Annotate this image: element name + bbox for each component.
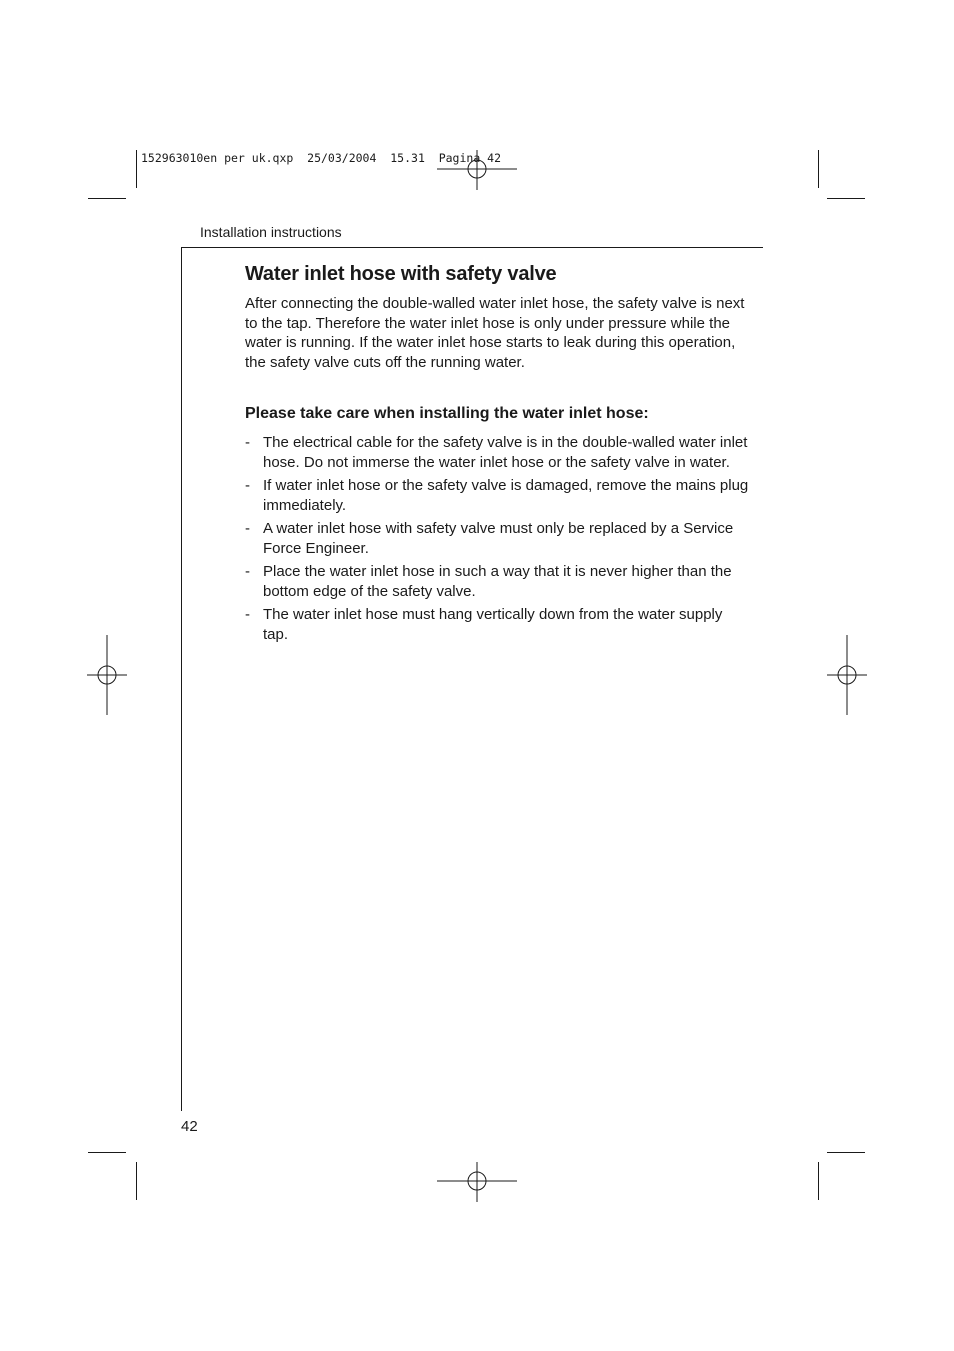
list-item bbox=[245, 476, 750, 515]
list-item-text: Place the water inlet hose in such a way that it is never higher than the bottom edge of the safety valve. bbox=[263, 563, 732, 600]
bullet-dash: - bbox=[245, 563, 250, 580]
list-item-text: The electrical cable for the safety valve is in the double-walled water inlet hose. Do not immerse the water inlet hose or the safety valve in water. bbox=[263, 434, 748, 471]
list-item bbox=[245, 605, 750, 644]
page-margin-rule bbox=[181, 247, 182, 1111]
intro-paragraph: After connecting the double-walled water inlet hose, the safety valve is next to the tap. Therefore the water inlet hose is only under pressure while the water is running. If the water inlet hose starts to leak during this operation, the safety valve cuts off the running water. bbox=[245, 295, 745, 371]
page-title: Water inlet hose with safety valve bbox=[245, 263, 557, 285]
crop-mark-top-left-vertical bbox=[136, 150, 137, 188]
registration-mark-right-icon bbox=[827, 635, 867, 715]
header-rule bbox=[181, 247, 763, 248]
list-item bbox=[245, 519, 750, 558]
list-item bbox=[245, 562, 750, 601]
list-item bbox=[245, 433, 750, 472]
section-label: Installation instructions bbox=[200, 224, 342, 240]
bullet-dash: - bbox=[245, 606, 250, 623]
bullet-dash: - bbox=[245, 434, 250, 451]
main-content bbox=[245, 260, 750, 648]
crop-mark-bottom-right-vertical bbox=[818, 1162, 819, 1200]
page-number: 42 bbox=[181, 1118, 198, 1135]
instruction-list bbox=[245, 433, 750, 644]
crop-mark-bottom-right-horizontal bbox=[827, 1152, 865, 1153]
crop-mark-bottom-left-horizontal bbox=[88, 1152, 126, 1153]
bullet-dash: - bbox=[245, 520, 250, 537]
crop-mark-top-right-vertical bbox=[818, 150, 819, 188]
subheading: Please take care when installing the water inlet hose: bbox=[245, 405, 649, 422]
crop-mark-top-left-horizontal bbox=[88, 198, 126, 199]
registration-mark-left-icon bbox=[87, 635, 127, 715]
list-item-text: The water inlet hose must hang vertically down from the water supply tap. bbox=[263, 606, 723, 643]
crop-mark-bottom-left-vertical bbox=[136, 1162, 137, 1200]
registration-mark-bottom-icon bbox=[437, 1162, 517, 1202]
printer-slug: 152963010en per uk.qxp 25/03/2004 15.31 Pagina 42 bbox=[141, 151, 502, 165]
bullet-dash: - bbox=[245, 477, 250, 494]
list-item-text: A water inlet hose with safety valve must only be replaced by a Service Force Engineer. bbox=[263, 520, 734, 557]
crop-mark-top-right-horizontal bbox=[827, 198, 865, 199]
list-item-text: If water inlet hose or the safety valve is damaged, remove the mains plug immediately. bbox=[263, 477, 749, 514]
